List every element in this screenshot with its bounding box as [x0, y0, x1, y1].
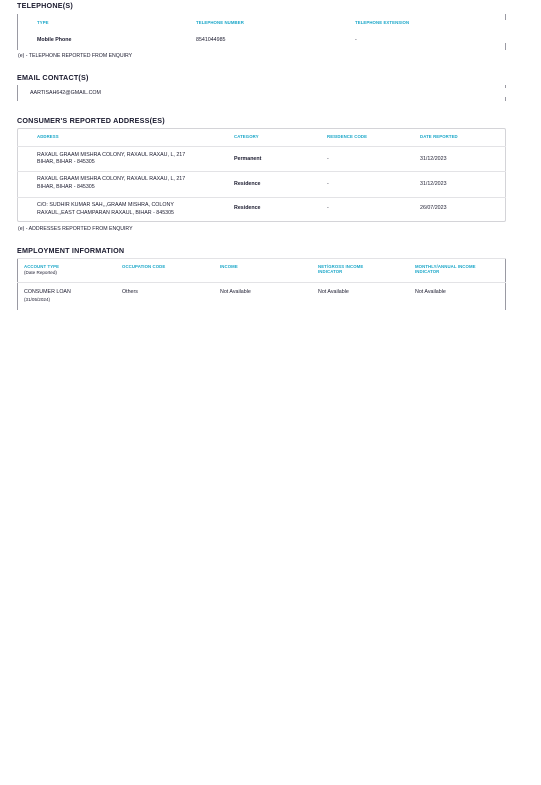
address-date-reported: 31/12/2023 [420, 156, 447, 162]
address-line-2: BIHAR, BIHAR - 845305 [37, 159, 95, 165]
telephone-section-title: TELEPHONE(S) [17, 1, 73, 10]
employment-table-top [17, 258, 506, 259]
employment-occupation: Others [122, 289, 138, 295]
employment-monthly-annual: Not Available [415, 289, 446, 295]
address-category: Permanent [234, 156, 262, 162]
table-right-edge-top [505, 14, 506, 20]
email-box-right-edge-bottom [505, 97, 506, 101]
email-box-right-edge-top [505, 85, 506, 88]
header-monthly-annual-indicator: INDICATOR [415, 268, 440, 274]
address-residence-code: - [327, 156, 329, 162]
telephone-number-cell: 8541044985 [196, 37, 226, 43]
address-residence-code: - [327, 205, 329, 211]
telephone-type-cell: Mobile Phone [37, 37, 72, 43]
address-residence-code: - [327, 181, 329, 187]
email-value: AARTISAH642@GMAIL.COM [30, 90, 101, 96]
header-telephone-extension: TELEPHONE EXTENSION [355, 20, 410, 25]
header-net-gross-income: NET/GROSS INCOME [318, 264, 364, 269]
header-address: ADDRESS [37, 134, 59, 139]
address-line-1: RAXAUL GRAAM MISHRA COLONY, RAXAUL RAXAU, L, 217 [37, 152, 186, 158]
header-account-type: ACCOUNT TYPE [24, 264, 60, 269]
header-monthly-annual-income: MONTHLY/ANNUAL INCOME [415, 264, 476, 269]
email-box-left-edge [17, 85, 18, 101]
address-category: Residence [234, 205, 261, 211]
header-occupation-code: OCCUPATION CODE [122, 264, 166, 269]
header-category: CATEGORY [234, 134, 259, 139]
telephone-note: (e) - TELEPHONE REPORTED FROM ENQUIRY [18, 53, 133, 59]
address-section-title: CONSUMER'S REPORTED ADDRESS(ES) [17, 116, 165, 125]
employment-income: Not Available [220, 289, 251, 295]
employment-net-gross: Not Available [318, 289, 349, 295]
employment-table-right-edge [505, 258, 506, 310]
employment-date-reported: (31/05/2024) [24, 297, 51, 302]
address-note: (e) - ADDRESSES REPORTED FROM ENQUIRY [18, 226, 133, 232]
address-date-reported: 26/07/2023 [420, 205, 447, 211]
table-right-edge-bottom [505, 43, 506, 50]
employment-account-type: CONSUMER LOAN [24, 289, 71, 295]
header-income: INCOME [220, 264, 238, 269]
employment-header-divider [17, 282, 506, 283]
address-category: Residence [234, 181, 261, 187]
row-divider [17, 171, 506, 172]
address-date-reported: 31/12/2023 [420, 181, 447, 187]
employment-section-title: EMPLOYMENT INFORMATION [17, 246, 125, 255]
address-line-1: RAXAUL GRAAM MISHRA COLONY, RAXAUL RAXAU, L, 217 [37, 176, 186, 182]
header-type: TYPE [37, 20, 49, 25]
header-date-reported: DATE REPORTED [420, 134, 458, 139]
row-divider [17, 197, 506, 198]
address-line-1: C/O: SUDHIR KUMAR SAH,,,GRAAM MISHRA, COLONY [37, 202, 174, 208]
header-telephone-number: TELEPHONE NUMBER [196, 20, 244, 25]
header-net-gross-indicator: INDICATOR [318, 268, 343, 274]
address-line-2: RAXAUL,,EAST CHAMPARAN RAXAUL, BIHAR - 845305 [37, 210, 174, 216]
header-residence-code: RESIDENCE CODE [327, 134, 368, 139]
email-section-title: EMAIL CONTACT(S) [17, 73, 89, 82]
address-line-2: BIHAR, BIHAR - 845305 [37, 184, 95, 190]
header-date-reported-sub: (Date Reported) [24, 270, 57, 275]
address-header-divider [17, 146, 506, 147]
table-left-edge [17, 14, 18, 50]
telephone-extension-cell: - [355, 37, 357, 43]
employment-table-left-edge [17, 258, 18, 310]
